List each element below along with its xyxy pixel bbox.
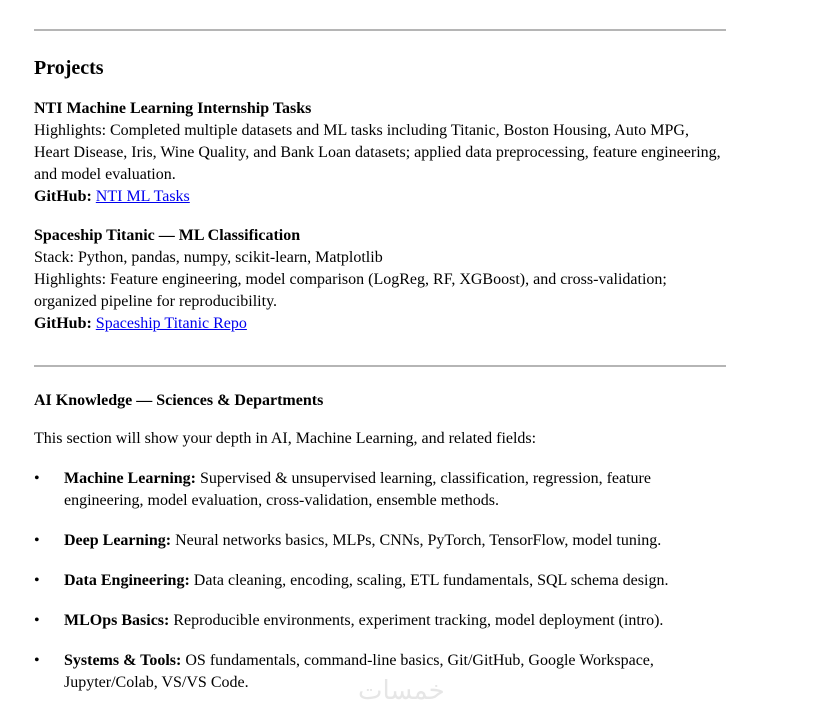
section-divider xyxy=(34,365,726,367)
bullet-icon: • xyxy=(34,572,40,589)
section-divider xyxy=(34,29,726,31)
project-stack: Stack: Python, pandas, numpy, scikit-learn, Matplotlib xyxy=(34,249,383,266)
skill-description: Data cleaning, encoding, scaling, ETL fundamentals, SQL schema design. xyxy=(189,572,669,589)
skill-description: Reproducible environments, experiment tracking, model deployment (intro). xyxy=(169,612,664,629)
watermark-logo: خمسات xyxy=(358,676,445,706)
bullet-icon: • xyxy=(34,470,40,487)
projects-heading: Projects xyxy=(34,57,104,79)
github-label: GitHub: xyxy=(34,315,92,332)
list-item xyxy=(34,570,726,592)
ai-knowledge-heading: AI Knowledge — Sciences & Departments xyxy=(34,392,324,409)
project-spaceship-titanic xyxy=(34,225,726,335)
skill-name: MLOps Basics: xyxy=(64,612,170,629)
skill-description: OS fundamentals, command-line basics, Git/GitHub, Google Workspace, Jupyter/Colab, VS/VS Code. xyxy=(64,652,654,691)
project-github xyxy=(34,313,726,335)
skill-name: Deep Learning: xyxy=(64,532,172,549)
github-link-nti-ml-tasks[interactable]: NTI ML Tasks xyxy=(95,188,190,205)
github-label: GitHub: xyxy=(34,188,92,205)
project-title: Spaceship Titanic — ML Classification xyxy=(34,227,301,244)
list-item xyxy=(34,530,726,552)
project-highlights: Highlights: Completed multiple datasets and ML tasks including Titanic, Boston Housing, Auto MPG, Heart Disease, Iris, Wine Quality, and Bank Loan datasets; applied data preprocessing, feature engineering, and model evaluation. xyxy=(34,122,721,183)
project-title: NTI Machine Learning Internship Tasks xyxy=(34,100,312,117)
bullet-icon: • xyxy=(34,532,40,549)
skill-name: Machine Learning: xyxy=(64,470,196,487)
project-github xyxy=(34,186,726,208)
bullet-icon: • xyxy=(34,652,40,669)
skill-name: Systems & Tools: xyxy=(64,652,182,669)
project-highlights: Highlights: Feature engineering, model comparison (LogReg, RF, XGBoost), and cross-validation; organized pipeline for reproducibility. xyxy=(34,271,667,310)
project-nti xyxy=(34,98,726,208)
github-link-spaceship-titanic[interactable]: Spaceship Titanic Repo xyxy=(95,315,247,332)
skill-description: Neural networks basics, MLPs, CNNs, PyTorch, TensorFlow, model tuning. xyxy=(171,532,662,549)
ai-knowledge-intro: This section will show your depth in AI, Machine Learning, and related fields: xyxy=(34,430,537,447)
list-item xyxy=(34,468,726,512)
bullet-icon: • xyxy=(34,612,40,629)
list-item xyxy=(34,610,726,632)
skill-description: Supervised & unsupervised learning, classification, regression, feature engineering, model evaluation, cross-validation, ensemble methods. xyxy=(64,470,651,509)
skill-name: Data Engineering: xyxy=(64,572,190,589)
